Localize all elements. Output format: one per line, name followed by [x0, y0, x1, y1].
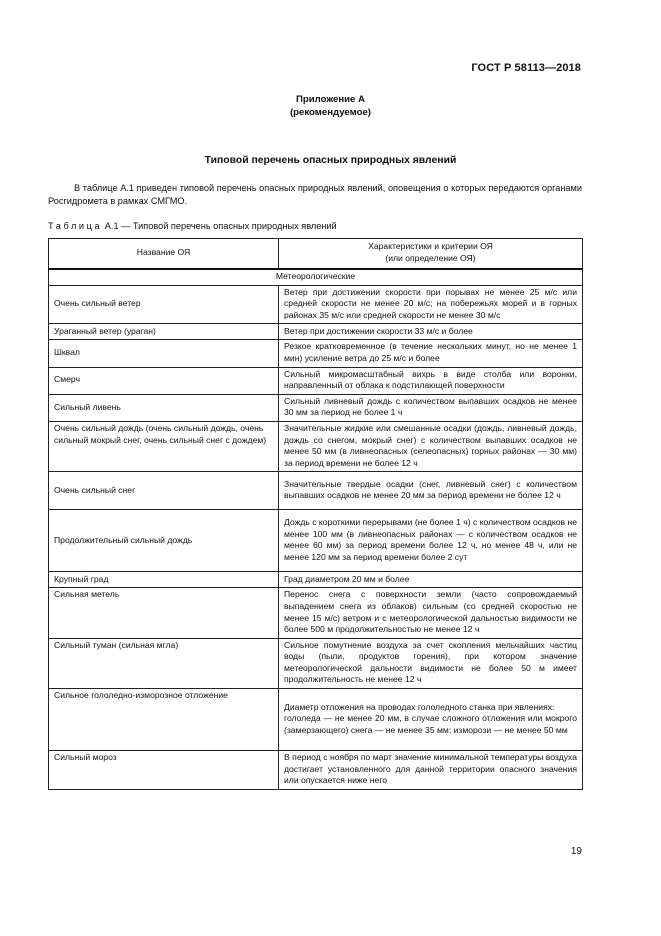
hazard-criteria: Ветер при достижении скорости при порывах не менее 25 м/с или средней скорости не менее 20 м/с; на побережьях морей и в горных районах 35 м/с или средней скорости не менее 30 м/с	[279, 285, 583, 324]
hazard-criteria: Значительные твердые осадки (снег, ливневый снег) с количеством выпавших осадков не менее 20 мм за период времени не более 12 ч	[279, 472, 583, 510]
hazard-criteria: Значительные жидкие или смешанные осадки (дождь, ливневый дождь, дождь со снегом, мокрый снег) с количеством выпавших осадков не менее 50 мм (в ливнеопасных (селеопасных) горных районах — 30 мм) за период времени не более 12 ч	[279, 421, 583, 471]
col-header-criteria	[279, 239, 583, 270]
table-row	[49, 572, 583, 588]
hazard-name: Очень сильный ветер	[49, 285, 279, 324]
table-row	[49, 340, 583, 367]
hazard-criteria: Перенос снега с поверхности земли (часто сопровождаемый выпадением снега из облаков) сильным (со средней скоростью не менее 15 м/с) ветром и с метеорологической дальностью видимости не более 500 м продолжительностью не менее 12 ч	[279, 588, 583, 638]
hazard-criteria: Сильное помутнение воздуха за счет скопления мельчайших частиц воды (пыли, продуктов горения), при котором значение метеорологической дальности видимости не более 50 м имеет продолжительность не менее 12 ч	[279, 638, 583, 688]
table-row	[49, 421, 583, 471]
section-title: Типовой перечень опасных природных явлений	[204, 155, 457, 166]
table-row	[49, 472, 583, 510]
table-row	[49, 285, 583, 324]
hazard-name: Смерч	[49, 367, 279, 394]
section-label: Метеорологические	[49, 269, 583, 285]
table-caption	[48, 221, 337, 231]
hazard-criteria: Дождь с короткими перерывами (не более 1 ч) с количеством осадков не менее 100 мм (в ливнеопасных районах — с количеством осадков не менее 60 мм) за период времени более 12 ч, но менее 48 ч, или не менее 120 мм за период времени более 2 сут	[279, 510, 583, 572]
table-row	[49, 394, 583, 421]
hazard-name: Сильный ливень	[49, 394, 279, 421]
hazard-name: Крупный град	[49, 572, 279, 588]
table-caption-prefix: Таблица	[48, 221, 103, 231]
hazard-name: Очень сильный дождь (очень сильный дождь, очень сильный мокрый снег, очень сильный снег с дождем)	[49, 421, 279, 471]
table-caption-text: А.1 — Типовой перечень опасных природных явлений	[104, 221, 337, 231]
hazard-name: Очень сильный снег	[49, 472, 279, 510]
table-row	[49, 510, 583, 572]
hazard-name: Ураганный ветер (ураган)	[49, 324, 279, 340]
table-row	[49, 588, 583, 638]
hazard-criteria: В период с ноября по март значение минимальной температуры воздуха достигает установленного для данной территории опасного значения или опускается ниже него	[279, 751, 583, 790]
page-number: 19	[570, 846, 582, 857]
document-code: ГОСТ Р 58113—2018	[471, 62, 581, 74]
hazard-name: Сильное гололедно-изморозное отложение	[49, 689, 279, 751]
table-row	[49, 324, 583, 340]
hazard-name: Сильный мороз	[49, 751, 279, 790]
appendix-label: Приложение А	[296, 94, 365, 105]
hazard-name: Сильная метель	[49, 588, 279, 638]
table-row	[49, 367, 583, 394]
col-header-name: Название ОЯ	[49, 239, 279, 270]
hazard-criteria: Град диаметром 20 мм и более	[279, 572, 583, 588]
hazard-name: Шквал	[49, 340, 279, 367]
hazard-criteria-line1: Диаметр отложения на проводах гололедного станка при явлениях:	[284, 701, 555, 712]
hazard-criteria: Резкое кратковременное (в течение нескольких минут, но не менее 1 мин) усиление ветра до 25 м/с и более	[279, 340, 583, 367]
hazard-criteria: Сильный ливневый дождь с количеством выпавших осадков не менее 30 мм за период не более 1 ч	[279, 394, 583, 421]
hazard-criteria: Ветер при достижении скорости 33 м/с и более	[279, 324, 583, 340]
table-section-row	[49, 269, 583, 285]
table-row	[49, 638, 583, 688]
col-header-criteria-line2: (или определение ОЯ)	[385, 253, 476, 263]
col-header-criteria-line1: Характеристики и критерии ОЯ	[368, 241, 493, 252]
hazard-criteria: Сильный микромасштабный вихрь в виде столба или воронки, направленный от облака к подстилающей поверхности	[279, 367, 583, 394]
hazard-criteria-line2: гололеда — не менее 20 мм, в случае сложного отложения или мокрого (замерзающего) снега — не менее 35 мм; изморози — не менее 50 мм	[284, 713, 577, 735]
hazard-name: Сильный туман (сильная мгла)	[49, 638, 279, 688]
hazards-table	[48, 238, 583, 790]
intro-paragraph: В таблице А.1 приведен типовой перечень опасных природных явлений, оповещения о которых передаются органами Росгидромета в рамках СМГМО.	[48, 183, 582, 206]
appendix-status: (рекомендуемое)	[289, 107, 371, 118]
hazard-name: Продолжительный сильный дождь	[49, 510, 279, 572]
table-row	[49, 751, 583, 790]
table-header-row	[49, 239, 583, 270]
table-row	[49, 689, 583, 751]
hazard-criteria	[279, 689, 583, 751]
